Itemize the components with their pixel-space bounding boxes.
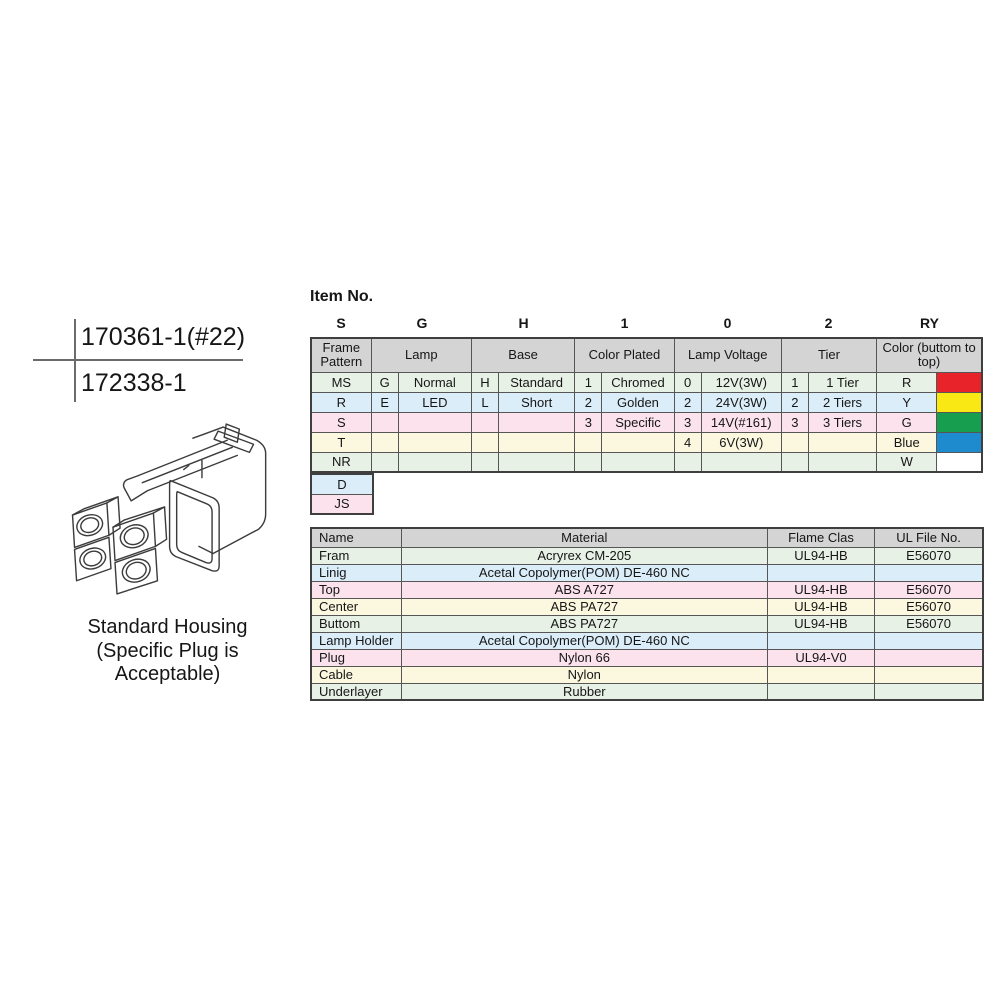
cell-base bbox=[499, 432, 575, 452]
item-no-title: Item No. bbox=[310, 288, 374, 305]
cell-base_code: L bbox=[471, 392, 498, 412]
material-table-row bbox=[311, 632, 983, 649]
cell-color: Blue bbox=[877, 432, 937, 452]
cell-lamp: Normal bbox=[398, 372, 471, 392]
cell-color: R bbox=[877, 372, 937, 392]
color-swatch bbox=[937, 452, 982, 472]
cell-lamp: LED bbox=[398, 392, 471, 412]
cell-frame: T bbox=[311, 432, 371, 452]
column-header: Color (buttom to top) bbox=[877, 338, 982, 372]
column-header: Material bbox=[401, 528, 767, 547]
cell-lv: 12V(3W) bbox=[701, 372, 781, 392]
caption-line-3: Acceptable) bbox=[114, 663, 221, 686]
code-table-extra-rows bbox=[310, 473, 374, 515]
cell-name: Center bbox=[311, 598, 401, 615]
material-table bbox=[310, 527, 984, 701]
part-number-secondary: 172338-1 bbox=[81, 369, 187, 397]
material-table-row bbox=[311, 564, 983, 581]
code-letter: 0 bbox=[723, 315, 732, 331]
cell-color: Y bbox=[877, 392, 937, 412]
latch-rail bbox=[147, 455, 237, 490]
part-number-primary: 170361-1(#22) bbox=[81, 323, 246, 351]
cell-base_code bbox=[471, 412, 498, 432]
cell-lv bbox=[701, 452, 781, 472]
code-letter: RY bbox=[920, 315, 939, 331]
cell-lv_code: 0 bbox=[674, 372, 701, 392]
cell-base_code bbox=[471, 432, 498, 452]
column-header: Base bbox=[471, 338, 574, 372]
cell-base bbox=[499, 452, 575, 472]
cell-name: Cable bbox=[311, 666, 401, 683]
cell-name: Linig bbox=[311, 564, 401, 581]
socket-tower bbox=[73, 503, 109, 547]
material-table-row bbox=[311, 649, 983, 666]
cell-ul-file bbox=[875, 683, 983, 700]
latch-crossbar bbox=[214, 431, 253, 452]
material-table-row bbox=[311, 581, 983, 598]
code-table-row bbox=[311, 392, 982, 412]
cell-color: W bbox=[877, 452, 937, 472]
latch-hook bbox=[124, 476, 148, 501]
cell-ul-file bbox=[875, 632, 983, 649]
cell-ul-file bbox=[875, 564, 983, 581]
column-header: Lamp bbox=[371, 338, 471, 372]
cell-cp_code bbox=[575, 432, 602, 452]
material-header-row bbox=[311, 528, 983, 547]
cell-base_code bbox=[471, 452, 498, 472]
part-number-divider-horizontal bbox=[33, 359, 243, 361]
cell-material: Acetal Copolymer(POM) DE-460 NC bbox=[401, 564, 767, 581]
cell-name: Fram bbox=[311, 547, 401, 564]
cell-cp: Chromed bbox=[602, 372, 674, 392]
housing-line-drawing bbox=[52, 420, 270, 602]
cell-tier_code: 1 bbox=[781, 372, 808, 392]
cell-flame-class: UL94-HB bbox=[767, 615, 874, 632]
cell-flame-class: UL94-HB bbox=[767, 547, 874, 564]
cell-cp_code bbox=[575, 452, 602, 472]
cell-frame: NR bbox=[311, 452, 371, 472]
cell-frame: JS bbox=[311, 494, 373, 514]
cell-lv_code: 3 bbox=[674, 412, 701, 432]
cell-cp: Specific bbox=[602, 412, 674, 432]
cell-ul-file bbox=[875, 666, 983, 683]
latch-rail bbox=[142, 447, 232, 482]
cell-lamp_code bbox=[371, 432, 398, 452]
cell-ul-file: E56070 bbox=[875, 581, 983, 598]
code-letter: 2 bbox=[824, 315, 833, 331]
cell-name: Lamp Holder bbox=[311, 632, 401, 649]
code-table-extra-row bbox=[311, 474, 373, 494]
cell-tier_code: 2 bbox=[781, 392, 808, 412]
code-table-row bbox=[311, 412, 982, 432]
cell-material: Acetal Copolymer(POM) DE-460 NC bbox=[401, 632, 767, 649]
housing-caption bbox=[45, 616, 290, 687]
code-table-header-row bbox=[311, 338, 982, 372]
cell-lamp bbox=[398, 412, 471, 432]
cell-base: Short bbox=[499, 392, 575, 412]
cell-ul-file bbox=[875, 649, 983, 666]
cell-tier_code bbox=[781, 432, 808, 452]
caption-line-2: (Specific Plug is bbox=[96, 639, 239, 662]
cell-name: Underlayer bbox=[311, 683, 401, 700]
cell-lv: 24V(3W) bbox=[701, 392, 781, 412]
cell-material: Nylon bbox=[401, 666, 767, 683]
latch-rail bbox=[138, 440, 227, 475]
column-header: Frame Pattern bbox=[311, 338, 371, 372]
cell-tier bbox=[808, 432, 876, 452]
cell-material: ABS PA727 bbox=[401, 615, 767, 632]
cell-lv_code bbox=[674, 452, 701, 472]
cell-tier_code bbox=[781, 452, 808, 472]
cell-cp_code: 1 bbox=[575, 372, 602, 392]
material-table-row bbox=[311, 683, 983, 700]
code-letter: H bbox=[518, 315, 529, 331]
material-table-row bbox=[311, 547, 983, 564]
cell-flame-class: UL94-V0 bbox=[767, 649, 874, 666]
cell-cp_code: 2 bbox=[575, 392, 602, 412]
code-table-extra-row bbox=[311, 494, 373, 514]
code-table-row bbox=[311, 452, 982, 472]
code-letter: S bbox=[336, 315, 346, 331]
cell-flame-class bbox=[767, 666, 874, 683]
code-letter: G bbox=[416, 315, 428, 331]
code-table-row bbox=[311, 372, 982, 392]
cell-cp bbox=[602, 452, 674, 472]
cell-name: Plug bbox=[311, 649, 401, 666]
cell-flame-class bbox=[767, 564, 874, 581]
cell-lamp_code: E bbox=[371, 392, 398, 412]
caption-line-1: Standard Housing bbox=[87, 616, 248, 638]
cell-lamp bbox=[398, 452, 471, 472]
cell-tier bbox=[808, 452, 876, 472]
code-table bbox=[310, 337, 983, 473]
material-table-row bbox=[311, 666, 983, 683]
color-swatch bbox=[937, 432, 982, 452]
housing-flange-inner bbox=[177, 492, 212, 563]
cell-cp bbox=[602, 432, 674, 452]
cell-material: ABS PA727 bbox=[401, 598, 767, 615]
column-header: Flame Clas bbox=[767, 528, 874, 547]
cell-base bbox=[499, 412, 575, 432]
cell-name: Top bbox=[311, 581, 401, 598]
cell-color: G bbox=[877, 412, 937, 432]
cell-tier: 3 Tiers bbox=[808, 412, 876, 432]
code-letter-row bbox=[310, 315, 983, 335]
color-swatch bbox=[937, 392, 982, 412]
cell-material: Acryrex CM-205 bbox=[401, 547, 767, 564]
cell-cp: Golden bbox=[602, 392, 674, 412]
material-table-row bbox=[311, 598, 983, 615]
cell-lv_code: 2 bbox=[674, 392, 701, 412]
code-table-row bbox=[311, 432, 982, 452]
cell-ul-file: E56070 bbox=[875, 615, 983, 632]
socket-tower bbox=[115, 548, 157, 594]
material-table-row bbox=[311, 615, 983, 632]
cell-lamp_code bbox=[371, 452, 398, 472]
cell-ul-file: E56070 bbox=[875, 547, 983, 564]
code-letter: 1 bbox=[620, 315, 629, 331]
column-header: Lamp Voltage bbox=[674, 338, 781, 372]
cell-frame: S bbox=[311, 412, 371, 432]
column-header: Tier bbox=[781, 338, 876, 372]
cell-flame-class: UL94-HB bbox=[767, 598, 874, 615]
column-header: UL File No. bbox=[875, 528, 983, 547]
cell-ul-file: E56070 bbox=[875, 598, 983, 615]
cell-lamp_code bbox=[371, 412, 398, 432]
cell-material: Nylon 66 bbox=[401, 649, 767, 666]
cell-frame: R bbox=[311, 392, 371, 412]
cell-tier: 2 Tiers bbox=[808, 392, 876, 412]
cell-tier_code: 3 bbox=[781, 412, 808, 432]
color-swatch bbox=[937, 372, 982, 392]
cell-base: Standard bbox=[499, 372, 575, 392]
cell-frame: MS bbox=[311, 372, 371, 392]
color-swatch bbox=[937, 412, 982, 432]
cell-lv_code: 4 bbox=[674, 432, 701, 452]
cell-lv: 14V(#161) bbox=[701, 412, 781, 432]
cell-flame-class bbox=[767, 632, 874, 649]
cell-name: Buttom bbox=[311, 615, 401, 632]
cell-tier: 1 Tier bbox=[808, 372, 876, 392]
cell-material: ABS A727 bbox=[401, 581, 767, 598]
cell-flame-class: UL94-HB bbox=[767, 581, 874, 598]
column-header: Color Plated bbox=[575, 338, 674, 372]
cell-material: Rubber bbox=[401, 683, 767, 700]
cell-lamp bbox=[398, 432, 471, 452]
cell-cp_code: 3 bbox=[575, 412, 602, 432]
column-header: Name bbox=[311, 528, 401, 547]
cell-flame-class bbox=[767, 683, 874, 700]
cell-lv: 6V(3W) bbox=[701, 432, 781, 452]
cell-lamp_code: G bbox=[371, 372, 398, 392]
cell-frame: D bbox=[311, 474, 373, 494]
cell-base_code: H bbox=[471, 372, 498, 392]
